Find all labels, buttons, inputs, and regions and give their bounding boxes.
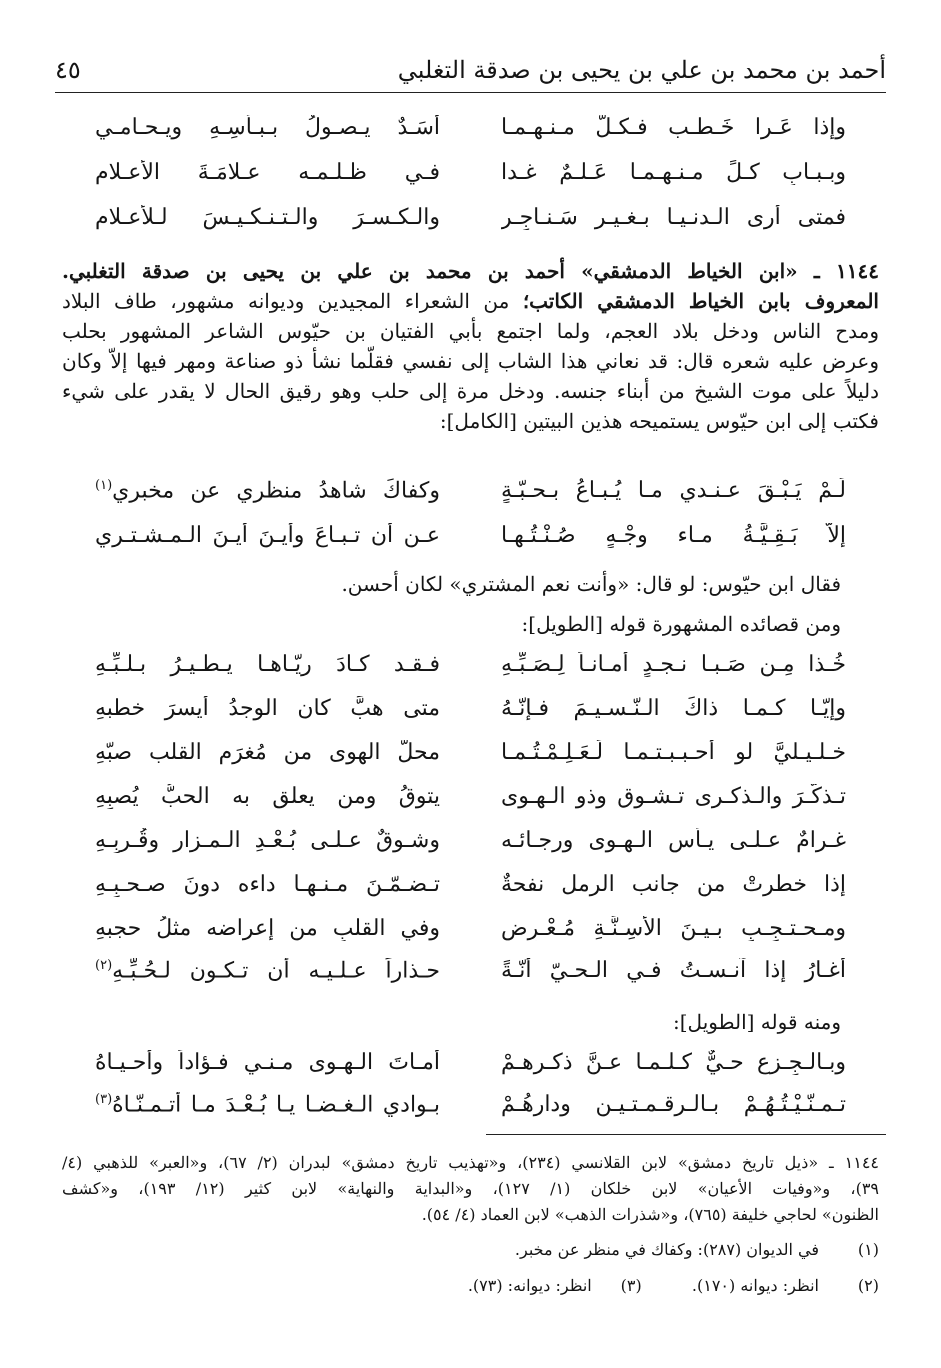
verse-second-hemistich: يتوقُ ومن يعلق به الحبُّ يُصبِهِ (95, 784, 440, 809)
verse-second-hemistich: وشـوقٌ عـلـى بُـعْـدِ الـمـزارِ وقُـربِـهِ (95, 828, 440, 853)
footnote-2-3 (468, 1276, 879, 1295)
verse-text: حـذاراً عـلـيـه أن تـكـون لـحُـبِّـهِ (112, 958, 440, 984)
verse-line (95, 740, 846, 780)
verse-second-hemistich: تـضـمّـنَ مـنـهـا داءه دونَ صـحـبِـهِ (95, 872, 440, 897)
verse-line (95, 115, 846, 155)
verse-second-hemistich: متى هبَّ كان الوجدُ أيسرَ خطبهِ (95, 696, 440, 721)
footnote-sources (62, 1150, 879, 1228)
entry-line-text: من الشعراء المجيدين وديوانه مشهور، طاف البلاد (62, 289, 523, 313)
verse-line (95, 205, 846, 245)
verse-line (95, 696, 846, 736)
verse-second-hemistich: فـقـد كـادَ ريّـاهـا يـطـيـرُ بـلـبِّـهِ (95, 652, 440, 677)
footnote-ref[interactable]: (٣) (95, 1092, 113, 1107)
comment-line: فقال ابن حيّوس: لو قال: «وأنت نعم المشتري» لكان أحسن. (341, 572, 841, 596)
footnote-number: (٢) (857, 1276, 879, 1295)
verse-second-hemistich (95, 958, 440, 983)
page-number: ٤٥ (55, 56, 81, 84)
verse-first-hemistich: وإيّـا كـمـا ذاكَ الـنّـسـيـمَ فـإنّـهُ (501, 696, 846, 721)
section-intro: ومن قصائده المشهورة قوله [الطويل]: (521, 612, 841, 636)
verse-second-hemistich: فـي ظـلـمـه عـلامَـةَ الأعـلام (95, 160, 440, 185)
verse-first-hemistich: وبـبـابِ كـلٍّ مـنـهـمـا عَـلـمٌ غـدا (501, 160, 846, 185)
entry-body (62, 256, 879, 436)
verse-line (95, 784, 846, 824)
verse-first-hemistich: إذا خطرتْ من جانب الرمل نفحةٌ (501, 872, 846, 897)
footnote-separator (486, 1134, 886, 1135)
footnote-number: (١) (857, 1240, 879, 1259)
entry-line (62, 286, 879, 316)
verse-second-hemistich: أمـاتَ الـهـوى مـنـي فـؤاداً وأحـيـاهُ (95, 1050, 440, 1075)
verse-text: وكفاكَ شاهدُ منظري عن مخبري (112, 478, 440, 504)
entry-line: دليلاً على موت الشيخ من أبناء جنسه. ودخل مرة إلى حلب وهو رقيق الحال لا يقدر على شيء (62, 379, 879, 403)
verse-first-hemistich: أغـارُ إذا آنـسـتُ فـي الـحـيّ أنّـةً (501, 958, 846, 983)
footnote-text: انظر: ديوانه (١٧٠). (691, 1276, 819, 1295)
footnote-number: (٣) (620, 1276, 642, 1295)
verse-first-hemistich: إلاّ بَـقِـيَّـةُ مـاء وجْـهٍ صُـنْـتُـهـا (501, 523, 846, 548)
footnote-line: ١١٤٤ ـ «ذيل تاريخ دمشق» لابن القلانسي (٢٣٤)، و«تهذيب تاريخ دمشق» لبدران (٢/ ٦٧)، و«العبر» للذهبي (٤/ (62, 1153, 879, 1172)
verse-line (95, 652, 846, 692)
verse-first-hemistich: لَـمْ يَـبْـقَ عـنـدي مـا يُـبـاعُ بـحـبّـةٍ (501, 478, 846, 503)
verse-first-hemistich: فمتى أرى الـدنـيـا بـغـيـرِ سَـنـاجِـرِ (501, 205, 846, 230)
footnote-line: الظنون» لحاجي خليفة (٧٦٥)، و«شذرات الذهب» لابن العماد (٤/ ٥٤). (421, 1205, 879, 1224)
verse-first-hemistich: خـلـيـليَّ لو أحـبـبـتـمـا لَـعَـلِـمْـتُـمـا (501, 740, 846, 765)
entry-heading-text: ١١٤٤ ـ «ابن الخياط الدمشقي» أحمد بن محمد بن علي بن يحيى بن صدقة التغلبي. (62, 259, 879, 283)
verse-line (95, 958, 846, 998)
entry-line: فكتب إلى ابن حيّوس يستميحه هذين البيتين [الكامل]: (439, 409, 879, 433)
verse-first-hemistich: خُـذا مِـن صَـبـا نـجـدٍ أمـانـاً لِـصَـبِّـهِ (501, 652, 846, 677)
entry-heading (62, 256, 879, 286)
verse-line (95, 872, 846, 912)
footnote-ref[interactable]: (١) (95, 478, 113, 493)
verse-first-hemistich: تـمـنّـيْـتُـهُـمْ بـالـرقـمـتـيـنِ ودارهُـمْ (501, 1092, 846, 1117)
verse-first-hemistich: وبـالـجِـزعِ حـيٌّ كـلـمـا عـنَّ ذكـرهـمْ (501, 1050, 846, 1075)
entry-line: وعرض عليه شعره قال: قد نعاني هذا الشاب إلى نفسي فقلّما نشأ ذو صناعة ومهر فيها إلاّ وكان (62, 349, 879, 373)
verse-second-hemistich: وفي القلبِ من إعراضه مثلُ حجبهِ (95, 916, 440, 941)
verse-second-hemistich (95, 478, 440, 503)
verse-second-hemistich: والـكـسـرَ والـتـنـكـيـسَ لـلأعـلامِ (95, 205, 440, 230)
entry-line: ومدح الناس ودخل بلاد العجم، ولما اجتمع بأبي الفتيان بن حيّوس الشاعر المشهور بحلب (62, 319, 879, 343)
running-header (55, 52, 886, 93)
verse-line (95, 160, 846, 200)
verse-first-hemistich: وإذا عَـرا خَـطـب فـكـلٌّ مـنـهـمـا (501, 115, 846, 140)
verse-line (95, 916, 846, 956)
footnote-text: في الديوان (٢٨٧): وكفاك في منظر عن مخبر. (514, 1240, 819, 1259)
verse-second-hemistich: أسَـدٌ يـصـولُ بـبـأسِـهِ ويـحـامـي (95, 115, 440, 140)
entry-bold-name: المعروف بابن الخياط الدمشقي الكاتب؛ (522, 289, 879, 313)
verse-line (95, 523, 846, 563)
verse-first-hemistich: ومـحـتـجِـبٍ بـيـنَ الأسِـنَّـةِ مُـعْـرِضٍ (501, 916, 846, 941)
verse-second-hemistich: محلَّ الهوى من مُغرَم القلب صبّهِ (95, 740, 440, 765)
footnote-line: ٣٩)، و«وفيات الأعيان» لابن خلكان (١/ ١٢٧)، و«البداية والنهاية» لابن كثير (١٢/ ١٩٣)، و«كشف (62, 1179, 879, 1198)
verse-second-hemistich: عـن أن تـبـاعَ وأيـنَ أيـنَ الـمـشـتـري (95, 523, 440, 548)
verse-line (95, 1092, 846, 1132)
footnote-ref[interactable]: (٢) (95, 958, 113, 973)
verse-line (95, 828, 846, 868)
footnote-1 (515, 1240, 879, 1259)
verse-first-hemistich: تـذكَّـرَ والـذكـرى تـشـوق وذو الـهـوى (501, 784, 846, 809)
header-title: أحمد بن محمد بن علي بن يحيى بن صدقة التغلبي (397, 56, 886, 84)
verse-text: بـوادي الـغـضـا يـا بُـعْـدَ مـا أتـمـنّـاهُ (112, 1092, 440, 1118)
verse-line (95, 478, 846, 518)
footnote-text: انظر: ديوانه: (٧٣). (467, 1276, 592, 1295)
verse-line (95, 1050, 846, 1090)
verse-first-hemistich: غـرامٌ عـلـى يـأسِ الـهـوى ورجـائـه (501, 828, 846, 853)
section-intro: ومنه قوله [الطويل]: (673, 1010, 841, 1034)
verse-second-hemistich (95, 1092, 440, 1117)
